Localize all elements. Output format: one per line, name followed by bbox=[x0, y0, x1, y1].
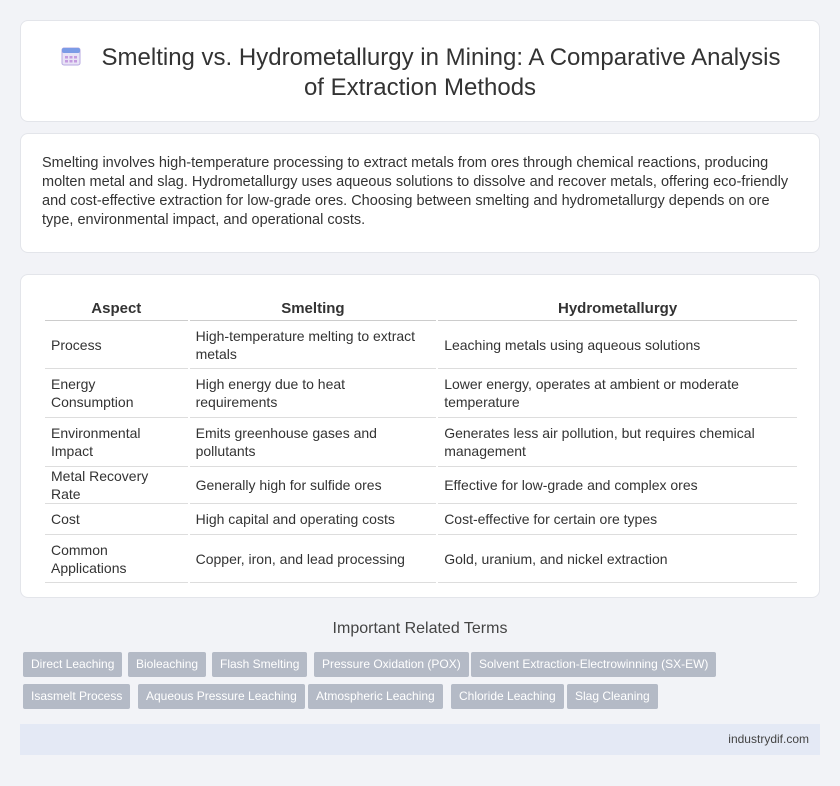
footer-site-link[interactable]: industrydif.com bbox=[728, 732, 809, 746]
table-row bbox=[45, 467, 797, 504]
table-cell-aspect: Common Applications bbox=[45, 535, 188, 583]
tag-pressure-oxidation[interactable]: Pressure Oxidation (POX) bbox=[314, 652, 469, 677]
table-row bbox=[45, 504, 797, 535]
tag-slag-cleaning[interactable]: Slag Cleaning bbox=[567, 684, 658, 709]
tag-atmospheric-leaching[interactable]: Atmospheric Leaching bbox=[308, 684, 443, 709]
table-cell-hydrometallurgy: Gold, uranium, and nickel extraction bbox=[438, 535, 797, 583]
tag-chloride-leaching[interactable]: Chloride Leaching bbox=[451, 684, 564, 709]
calendar-icon bbox=[60, 45, 82, 67]
tag-flash-smelting[interactable]: Flash Smelting bbox=[212, 652, 307, 677]
related-terms-heading: Important Related Terms bbox=[332, 620, 508, 637]
table-row bbox=[45, 418, 797, 467]
table-cell-hydrometallurgy: Leaching metals using aqueous solutions bbox=[438, 321, 797, 369]
table-row bbox=[45, 321, 797, 369]
table-cell-aspect: Process bbox=[45, 321, 188, 369]
page-title-text: Smelting vs. Hydrometallurgy in Mining: A Comparative Analysis of Extraction Methods bbox=[101, 44, 781, 101]
table-cell-aspect: Environmental Impact bbox=[45, 418, 188, 467]
tag-direct-leaching[interactable]: Direct Leaching bbox=[23, 652, 122, 677]
footer bbox=[20, 724, 820, 755]
table-cell-aspect: Energy Consumption bbox=[45, 369, 188, 418]
table-cell-hydrometallurgy: Generates less air pollution, but requires chemical management bbox=[438, 418, 797, 467]
column-header-smelting: Smelting bbox=[190, 295, 437, 321]
intro-paragraph: Smelting involves high-temperature processing to extract metals from ores through chemical reactions, producing molten metal and slag. Hydrometallurgy uses aqueous solutions to dissolve and recover metals, offering eco-friendly and cost-effective extraction for low-grade ores. Choosing between smelting and hydrometallurgy depends on ore type, environmental impact, and operational costs. bbox=[42, 155, 789, 228]
table-cell-aspect: Cost bbox=[45, 504, 188, 535]
column-header-aspect: Aspect bbox=[45, 295, 188, 321]
table-cell-smelting: Copper, iron, and lead processing bbox=[190, 535, 437, 583]
table-cell-smelting: Generally high for sulfide ores bbox=[190, 467, 437, 504]
table-cell-smelting: High-temperature melting to extract metals bbox=[190, 321, 437, 369]
column-header-hydrometallurgy: Hydrometallurgy bbox=[438, 295, 797, 321]
tag-aqueous-pressure-leaching[interactable]: Aqueous Pressure Leaching bbox=[138, 684, 305, 709]
comparison-card bbox=[20, 274, 820, 598]
table-cell-smelting: Emits greenhouse gases and pollutants bbox=[190, 418, 437, 467]
table-cell-hydrometallurgy: Cost-effective for certain ore types bbox=[438, 504, 797, 535]
table-cell-smelting: High energy due to heat requirements bbox=[190, 369, 437, 418]
page-title bbox=[51, 43, 789, 103]
title-card bbox=[20, 20, 820, 122]
tag-sx-ew[interactable]: Solvent Extraction-Electrowinning (SX-EW) bbox=[471, 652, 716, 677]
table-cell-hydrometallurgy: Lower energy, operates at ambient or moderate temperature bbox=[438, 369, 797, 418]
table-cell-aspect: Metal Recovery Rate bbox=[45, 467, 188, 504]
table-row bbox=[45, 369, 797, 418]
table-row bbox=[45, 535, 797, 583]
tag-isasmelt-process[interactable]: Isasmelt Process bbox=[23, 684, 130, 709]
table-cell-hydrometallurgy: Effective for low-grade and complex ores bbox=[438, 467, 797, 504]
table-header-row bbox=[45, 295, 797, 321]
table-cell-smelting: High capital and operating costs bbox=[190, 504, 437, 535]
intro-card bbox=[20, 133, 820, 253]
tag-bioleaching[interactable]: Bioleaching bbox=[128, 652, 206, 677]
comparison-table bbox=[43, 295, 799, 583]
